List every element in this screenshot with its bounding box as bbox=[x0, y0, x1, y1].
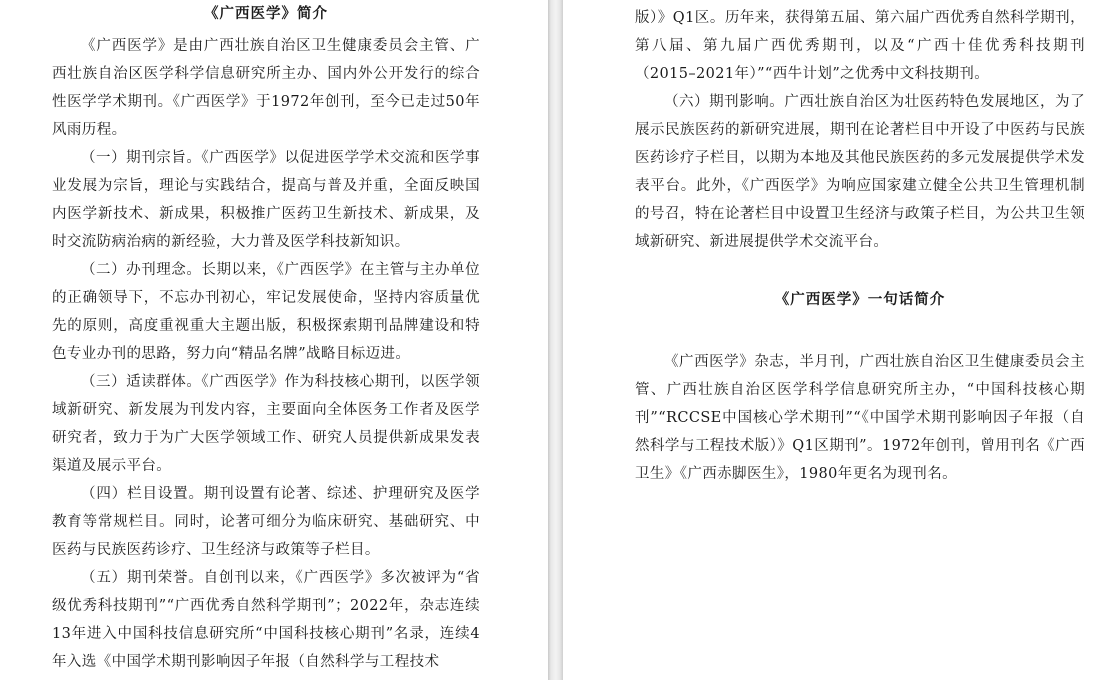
intro-paragraph: 《广西医学》是由广西壮族自治区卫生健康委员会主管、广西壮族自治区医学科学信息研究所主办、国内外公开发行的综合性医学学术期刊。《广西医学》于1972年创刊，至今已走过50年风雨历程。 bbox=[52, 38, 480, 138]
page-title: 《广西医学》简介 bbox=[204, 5, 328, 22]
honors-paragraph: （五）期刊荣誉。自创刊以来，《广西医学》多次被评为“省级优秀科技期刊”“广西优秀自然科学期刊”；2022年，杂志连续13年进入中国科技信息研究所“中国科技核心期刊”名录，连续4年入选《中国学术期刊影响因子年报（自然科学与工程技术 bbox=[52, 570, 480, 670]
document-page-left bbox=[0, 0, 548, 680]
section-spacer bbox=[635, 314, 1085, 348]
summary-title: 《广西医学》一句话简介 bbox=[774, 291, 946, 308]
readership-paragraph: （三）适读群体。《广西医学》作为科技核心期刊，以医学领域新研究、新发展为刊发内容，主要面向全体医务工作者及医学研究者，致力于为广大医学领域工作、研究人员提供新成果发表渠道及展示平台。 bbox=[52, 374, 480, 474]
philosophy-paragraph: （二）办刊理念。长期以来，《广西医学》在主管与主办单位的正确领导下，不忘办刊初心，牢记发展使命，坚持内容质量优先的原则，高度重视重大主题出版，积极探索期刊品牌建设和特色专业办刊的思路，努力向“精品名牌”战略目标迈进。 bbox=[52, 262, 480, 362]
influence-paragraph: （六）期刊影响。广西壮族自治区为壮医药特色发展地区，为了展示民族医药的新研究进展，期刊在论著栏目中开设了中医药与民族医药诊疗子栏目，以期为本地及其他民族医药的多元发展提供学术发表平台。此外，《广西医学》为响应国家建立健全公共卫生管理机制的号召，特在论著栏目中设置卫生经济与政策子栏目，为公共卫生领域新研究、新进展提供学术交流平台。 bbox=[635, 94, 1085, 250]
columns-paragraph: （四）栏目设置。期刊设置有论著、综述、护理研究及医学教育等常规栏目。同时，论著可细分为临床研究、基础研究、中医药与民族医药诊疗、卫生经济与政策等子栏目。 bbox=[52, 486, 480, 558]
document-page-right bbox=[563, 0, 1105, 680]
summary-paragraph: 《广西医学》杂志，半月刊，广西壮族自治区卫生健康委员会主管、广西壮族自治区医学科学信息研究所主办，“中国科技核心期刊”“RCCSE中国核心学术期刊”“《中国学术期刊影响因子年报（自然科学与工程技术版）》Q1区期刊”。1972年创刊，曾用刊名《广西卫生》《广西赤脚医生》，1980年更名为现刊名。 bbox=[635, 354, 1085, 482]
purpose-paragraph: （一）期刊宗旨。《广西医学》以促进医学学术交流和医学事业发展为宗旨，理论与实践结合，提高与普及并重，全面反映国内医学新技术、新成果，积极推广医药卫生新技术、新成果，及时交流防病治病的新经验，大力普及医学科技新知识。 bbox=[52, 150, 480, 250]
honors-continuation: 版）》Q1区。历年来，获得第五届、第六届广西优秀自然科学期刊，第八届、第九届广西优秀期刊，以及“广西十佳优秀科技期刊（2015–2021年）”“西牛计划”之优秀中文科技期刊。 bbox=[635, 10, 1085, 82]
page-separator bbox=[548, 0, 563, 680]
